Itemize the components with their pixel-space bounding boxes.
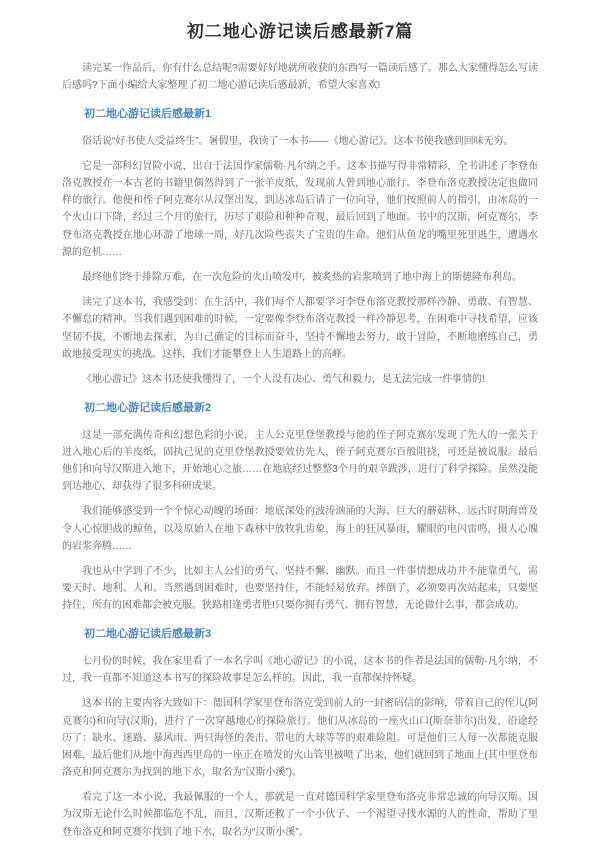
paragraph: 这本书的主要内容大致如下：德国科学家里登布洛克受到前人的一封密码信的影响，带着自己的侄儿(阿克赛尔)和向导(汉斯)，进行了一次穿越地心的探险旅行。他们从冰岛的一座火山口(斯奈菲尔)出发，沿途经历了：缺水、迷路、暴风雨、两只海怪的袭击、带电的大球等等的艰难险阻。可是他们三人每一次都能克服困难，最后他们从地中海西西里岛的一座正在喷发的火山管里被喷了出来，他们就回到了地面上(其中里登布洛克和阿克赛尔为找到的地下水，取名为“汉斯小溪”)。 bbox=[62, 698, 538, 779]
paragraph: 俗话说“好书使人受益终生”。暑假里，我读了一本书——《地心游记》。这本书使我感到回味无穷。 bbox=[82, 135, 514, 147]
paragraph: 这是一部充满传奇和幻想色彩的小说，主人公克里登堡教授与他的侄子阿克赛尔发现了先人的一张关于进入地心后的羊皮纸，固执己见的克里登堡教授要效仿先人，侄子阿克赛尔百般阻挠，可还是被说服。最后他们和向导汉斯进入地下，开始地心之旅……在地底经过整整3个月的艰辛跋涉，进行了科学探险。虽然没能到达地心，却获得了很多科研成果。 bbox=[62, 429, 538, 493]
section-heading-3: 初二地心游记读后感最新3 bbox=[84, 628, 212, 641]
paragraph: 它是一部科幻冒险小说，出自于法国作家儒勒·凡尔纳之手。这本书描写得非常精彩，全书讲述了李登布洛克教授在一本古老的书籍里偶然得到了一张羊皮纸，发现前人曾到地心旅行。李登布洛克教授决定也做同样的旅行。他便和侄子阿克赛尔从汉堡出发，到达冰岛后请了一位向导，他们按照前人的指引，由冰岛的一个火山口下降，经过三个月的旅行，历尽了艰险和种种奇观，最后回到了地面。书中的汉斯，阿克赛尔，李登布洛克教授在地心环游了地球一周，好几次险些丧失了宝贵的生命。他们从鱼龙的嘴里死里逃生，遭遇水源的危机…… bbox=[62, 160, 538, 258]
page-title: 初二地心游记读后感最新7篇 bbox=[186, 22, 414, 41]
section-heading-1: 初二地心游记读后感最新1 bbox=[84, 108, 212, 121]
paragraph: 七月份的时候，我在家里看了一本名字叫《地心游记》的小说，这本书的作者是法国的儒勒·凡尔纳，不过，我一直都不知道这本书写的探险故事是怎么样的。因此，我一直都保持怀疑。 bbox=[62, 655, 538, 685]
paragraph: 我们能够感受到一个个惊心动魄的场面：地底深处的波涛汹涌的大海、巨大的蘑菇林、远古时期海兽及令人心惊胆战的鲸鱼，以及原始人在地下森林中放牧乳齿象，海上的狂风暴雨，耀眼的电闪雷鸣，摄人心魄的岩浆奔腾…… bbox=[62, 506, 538, 552]
paragraph: 《地心游记》这本书还使我懂得了，一个人没有决心、勇气和毅力，是无法完成一件事情的! bbox=[82, 373, 485, 385]
paragraph: 读完了这本书，我感受到：在生活中，我们每个人都要学习李登布洛克教授那样冷静、勇敢、有智慧、不懈怠的精神。当我们遇到困难的时候，一定要像李登布洛克教授一样冷静思考，在困难中寻找希望，应该坚韧不拔，不断地去探索，为自己确定的目标而奋斗，坚持不懈地去努力，敢于冒险，不断地磨练自己，勇敢地接受现实的挑战。这样，我们才能攀登上人生道路上的高峰。 bbox=[62, 297, 538, 360]
paragraph: 最终他们终于排除万难，在一次危险的火山喷发中，被炙热的岩浆喷到了地中海上的斯德隆布利岛。 bbox=[82, 271, 522, 283]
paragraph: 我也从中学到了不少，比如主人公们的勇气、坚持不懈、幽默。而且一件事情想成功并不能靠勇气，需要天时、地利、人和。当然遇到困难时，也要坚持住，不能轻易放弃。摔倒了，必须要再次站起来，只要坚持住，所有的困难都会被克服。狭路相逢勇者胜!只要你拥有勇气、拥有智慧，无论做什么事，都会成功。 bbox=[62, 565, 538, 612]
paragraph: 看完了这一本小说，我最佩服的一个人，那就是一直对德国科学家里登布洛克非常忠诚的向导汉斯。因为汉斯无论什么时候都临危不乱，而且，汉斯还救了一个小伙子、一个渴望寻找水源的人的性命，帮助了里登布洛克和阿克赛尔找到了地下水，取名为“汉斯小溪”。 bbox=[62, 792, 538, 838]
intro-paragraph: 读完某一作品后，你有什么总结呢?需要好好地就所收获的东西写一篇读后感了。那么大家懂得怎么写读后感吗?下面小编给大家整理了初二地心游记读后感最新，希望大家喜欢! bbox=[62, 62, 538, 91]
section-heading-2: 初二地心游记读后感最新2 bbox=[84, 402, 212, 415]
